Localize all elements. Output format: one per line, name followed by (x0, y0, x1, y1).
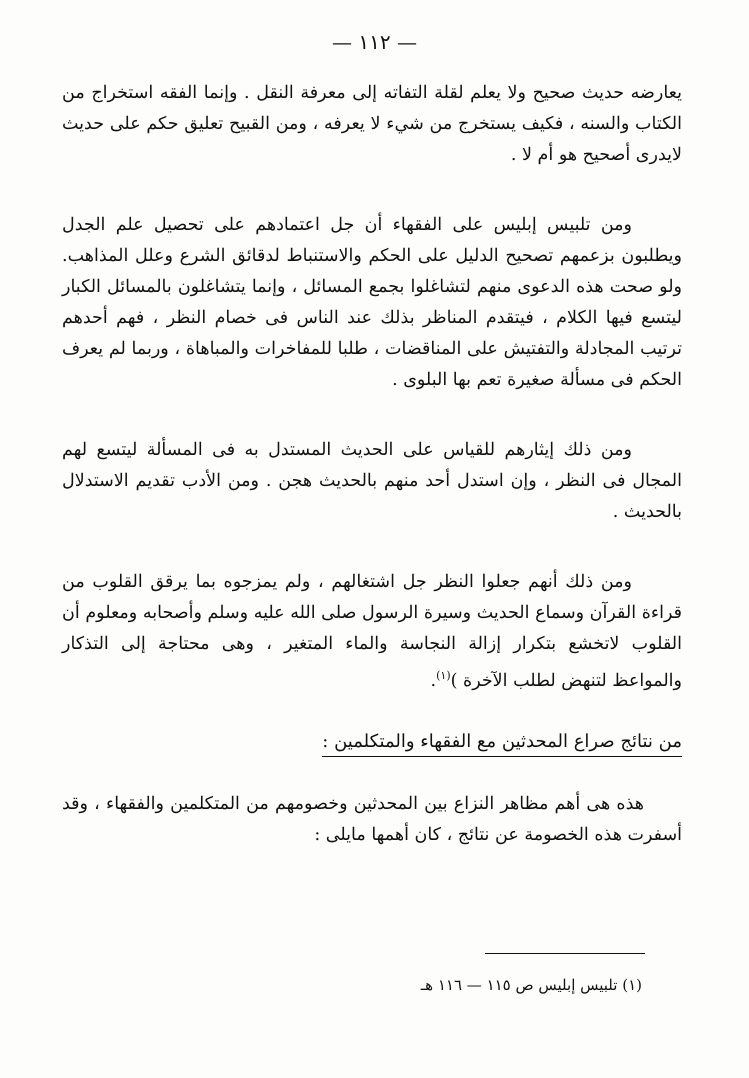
section-heading-text: من نتائج صراع المحدثين مع الفقهاء والمتكلمين : (322, 731, 682, 757)
footnote: (١) تلبيس إبليس ص ١١٥ — ١١٦ هـ (420, 976, 642, 994)
paragraph-3: ومن ذلك إيثارهم للقياس على الحديث المستدل به فى المسألة ليتسع لهم المجال فى النظر ، وإن استدل أحد منهم بالحديث هجن . ومن الأدب تقديم الاستدلال بالحديث . (62, 440, 682, 522)
page-number: — ١١٢ — (332, 30, 417, 54)
section-heading (62, 727, 682, 757)
paragraph-5: هذه هى أهم مظاهر النزاع بين المحدثين وخصومهم من المتكلمين والفقهاء ، وقد أسفرت هذه الخصومة عن نتائج ، كان أهمها مايلى : (62, 793, 682, 845)
footnote-marker: (١) (436, 669, 451, 682)
footnote-divider (485, 953, 645, 954)
paragraph-4-text: ومن ذلك أنهم جعلوا النظر جل اشتغالهم ، ولم يمزجوه بما يرقق القلوب من قراءة القرآن وسماع الحديث وسيرة الرسول صلى الله عليه وسلم وأصحابه ومعلوم أن القلوب لاتخشع بتكرار إزالة النجاسة والماء المتغير ، وهى محتاجة إلى التذكار والمواعظ لتنهض لطلب الآخرة ) (62, 572, 682, 691)
body-text (62, 78, 682, 851)
paragraph-4 (62, 567, 682, 697)
paragraph-2: ومن تلبيس إبليس على الفقهاء أن جل اعتمادهم على تحصيل علم الجدل ويطلبون بزعمهم تصحيح الدليل على الحكم والاستنباط لدقائق الشرع وعلل المذاهب. ولو صحت هذه الدعوى منهم لتشاغلوا بجمع المسائل ، وإنما يتشاغلون بالمسائل الكبار ليتسع فيها الكلام ، فيتقدم المناظر بذلك عند الناس فى خصام النظر ، فهم أحدهم ترتيب المجادلة والتفتيش على المناقضات ، طلبا للمفاخرات والمباهاة ، وربما لم يعرف الحكم فى مسألة صغيرة تعم بها البلوى . (62, 215, 682, 390)
paragraph-4-end: . (430, 670, 437, 691)
paragraph-1: يعارضه حديث صحيح ولا يعلم لقلة التفاته إلى معرفة النقل . وإنما الفقه استخراج من الكتاب والسنه ، فكيف يستخرج من شيء لا يعرفه ، ومن القبيح تعليق حكم على حديث لايدرى أصحيح هو أم لا . (62, 83, 682, 165)
